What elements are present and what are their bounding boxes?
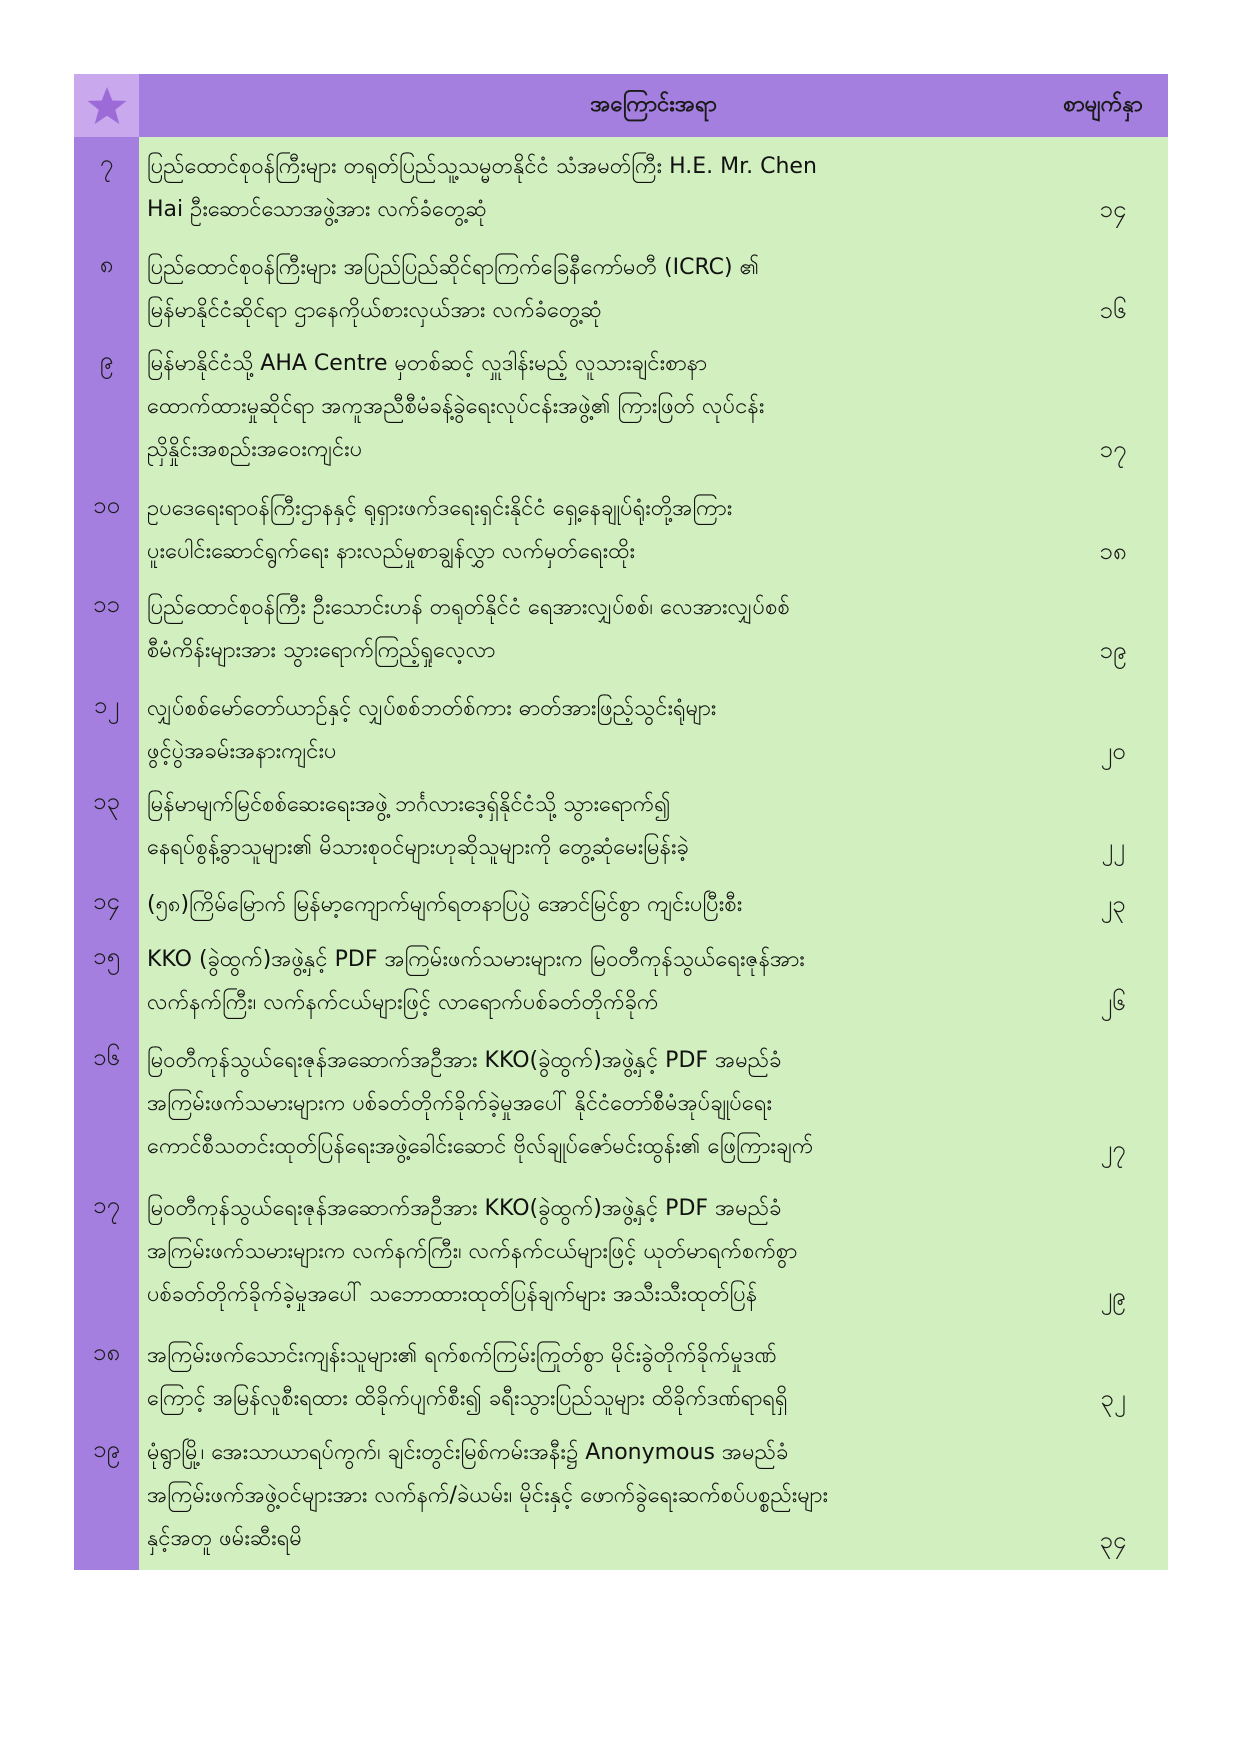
entry-title-line: လက်နက်ကြီး၊ လက်နက်ငယ်များဖြင့် လာရောက်ပစ်ခတ်တိုက်ခိုက် <box>147 990 659 1015</box>
entry-body <box>139 1423 1168 1570</box>
toc-entry[interactable] <box>74 1179 1168 1326</box>
toc-entry[interactable] <box>74 479 1168 578</box>
entry-page-number: ၁၄ <box>1099 195 1127 223</box>
entry-number: ၁၉ <box>74 1423 139 1570</box>
entry-number: ၇ <box>74 137 139 239</box>
toc-entry[interactable] <box>74 137 1168 238</box>
entry-page-number: ၁၉ <box>1099 636 1127 664</box>
toc-entry[interactable] <box>74 1423 1168 1570</box>
entry-title-line: နှင့်အတူ ဖမ်းဆီးရမိ <box>147 1526 302 1551</box>
table-header <box>139 74 1168 137</box>
toc-entry[interactable] <box>74 334 1168 479</box>
entry-body <box>139 238 1168 340</box>
entry-title-line: အကြမ်းဖက်သမားများက လက်နက်ကြီး၊ လက်နက်ငယ်များဖြင့် ယုတ်မာရက်စက်စွာ <box>147 1239 798 1264</box>
entry-title-line: ကောင်စီသတင်းထုတ်ပြန်ရေးအဖွဲ့ခေါင်းဆောင် ဗိုလ်ချုပ်ဇော်မင်းထွန်း၏ ဖြေကြားချက် <box>147 1134 814 1159</box>
entry-body <box>139 875 1168 934</box>
entry-title <box>147 938 1058 1024</box>
entry-title <box>147 487 1058 573</box>
toc-entry[interactable] <box>74 1326 1168 1423</box>
entry-body <box>139 334 1168 479</box>
entry-body <box>139 679 1168 781</box>
entry-number: ၁၂ <box>74 679 139 781</box>
entry-title-line: ဖွင့်ပွဲအခမ်းအနားကျင်းပ <box>147 739 337 764</box>
entry-title-line: မြန်မာနိုင်ငံသို့ AHA Centre မှတစ်ဆင့် လှူဒါန်းမည့် လူသားချင်းစာနာ <box>147 351 708 376</box>
entry-title-line: မြန်မာမျက်မြင်စစ်ဆေးရေးအဖွဲ့ ဘင်္ဂလားဒေ့ရှ်နိုင်ငံသို့ သွားရောက်၍ <box>147 792 671 817</box>
entry-number: ၁၆ <box>74 1031 139 1179</box>
entry-page-number: ၁၈ <box>1099 537 1127 565</box>
entry-number: ၁၁ <box>74 578 139 680</box>
entry-body <box>139 578 1168 680</box>
entry-title-line: ကြောင့် အမြန်လူစီးရထား ထိခိုက်ပျက်စီး၍ ခရီးသွားပြည်သူများ ထိခိုက်ဒဏ်ရာရရှိ <box>147 1386 788 1411</box>
header-corner <box>74 74 139 137</box>
entry-number: ၉ <box>74 334 139 479</box>
entry-page-number: ၂၂ <box>1101 833 1125 861</box>
entry-body <box>139 930 1168 1032</box>
entry-page-number: ၁၆ <box>1099 296 1127 324</box>
entry-title-line: ထောက်ထားမှုဆိုင်ရာ အကူအညီစီမံခန့်ခွဲရေးလုပ်ငန်းအဖွဲ့၏ ကြားဖြတ် လုပ်ငန်း <box>147 394 765 419</box>
entry-body <box>139 775 1168 877</box>
entry-number: ၁၅ <box>74 930 139 1032</box>
toc-entry[interactable] <box>74 238 1168 334</box>
toc-entry[interactable] <box>74 775 1168 875</box>
entry-title <box>147 1039 1058 1171</box>
column-heading-page: စာမျက်နှာ <box>1063 92 1143 117</box>
entry-body <box>139 479 1168 581</box>
entry-number: ၈ <box>74 238 139 340</box>
entry-title-line: မြန်မာနိုင်ငံဆိုင်ရာ ဌာနေကိုယ်စားလှယ်အား လက်ခံတွေ့ဆုံ <box>147 298 602 323</box>
entry-title <box>147 1334 1058 1420</box>
toc-entry[interactable] <box>74 1031 1168 1179</box>
entry-title-line: ပစ်ခတ်တိုက်ခိုက်ခဲ့မှုအပေါ် သဘောထားထုတ်ပြန်ချက်များ အသီးသီးထုတ်ပြန် <box>147 1282 758 1307</box>
toc-entry[interactable] <box>74 679 1168 775</box>
entry-title-line: ညှိနှိုင်းအစည်းအဝေးကျင်းပ <box>147 437 363 462</box>
entry-title-line: Hai ဦးဆောင်သောအဖွဲ့အား လက်ခံတွေ့ဆုံ <box>147 197 487 222</box>
entry-page-number: ၂၉ <box>1100 1282 1126 1310</box>
entry-title-line: လျှပ်စစ်မော်တော်ယာဉ်နှင့် လျှပ်စစ်ဘတ်စ်ကား ဓာတ်အားဖြည့်သွင်းရုံများ <box>147 696 717 721</box>
entry-title-line: ပြည်ထောင်စုဝန်ကြီးများ အပြည်ပြည်ဆိုင်ရာကြက်ခြေနီကော်မတီ (ICRC) ၏ <box>147 255 760 280</box>
toc-entry[interactable] <box>74 578 1168 679</box>
entry-body <box>139 1179 1168 1326</box>
table-of-contents <box>74 74 1168 1682</box>
entry-page-number: ၃၂ <box>1100 1384 1126 1412</box>
entry-title <box>147 246 1058 332</box>
entry-page-number: ၂၃ <box>1100 890 1126 918</box>
entry-page-number: ၁၇ <box>1099 435 1127 463</box>
entry-title-line: KKO (ခွဲထွက်)အဖွဲ့နှင့် PDF အကြမ်းဖက်သမားများက မြဝတီကုန်သွယ်ရေးဇုန်အား <box>147 947 805 972</box>
entry-title-line: အကြမ်းဖက်သောင်းကျန်းသူများ၏ ရက်စက်ကြမ်းကြုတ်စွာ မိုင်းခွဲတိုက်ခိုက်မှုဒဏ် <box>147 1343 777 1368</box>
entry-number: ၁၈ <box>74 1326 139 1428</box>
entry-title-line: မြဝတီကုန်သွယ်ရေးဇုန်အဆောက်အဦအား KKO(ခွဲထွက်)အဖွဲ့နှင့် PDF အမည်ခံ <box>147 1048 782 1073</box>
toc-rows <box>74 137 1168 1682</box>
entry-title-line: ဥပဒေရေးရာဝန်ကြီးဌာနနှင့် ရုရှားဖက်ဒရေးရှင်းနိုင်ငံ ရှေ့နေချုပ်ရုံးတို့အကြား <box>147 496 733 521</box>
entry-title-line: အကြမ်းဖက်အဖွဲ့ဝင်များအား လက်နက်/ခဲယမ်း၊ မိုင်းနှင့် ဖောက်ခွဲရေးဆက်စပ်ပစ္စည်းများ <box>147 1483 829 1508</box>
entry-page-number: ၃၄ <box>1099 1526 1127 1554</box>
entry-title <box>147 1187 1058 1318</box>
star-icon <box>85 84 129 128</box>
entry-number: ၁၇ <box>74 1179 139 1326</box>
entry-page-number: ၂၇ <box>1100 1135 1126 1163</box>
entry-number: ၁၀ <box>74 479 139 581</box>
entry-page-number: ၂၀ <box>1100 737 1126 765</box>
entry-title <box>147 883 1058 926</box>
toc-entry[interactable] <box>74 930 1168 1031</box>
entry-title-line: ပြည်ထောင်စုဝန်ကြီးများ တရုတ်ပြည်သူ့သမ္မတနိုင်ငံ သံအမတ်ကြီး H.E. Mr. Chen <box>147 154 817 179</box>
entry-body <box>139 1326 1168 1428</box>
entry-title <box>147 342 1058 471</box>
entry-page-number: ၂၆ <box>1100 988 1126 1016</box>
entry-title-line: ပြည်ထောင်စုဝန်ကြီး ဦးသောင်းဟန် တရုတ်နိုင်ငံ ရေအားလျှပ်စစ်၊ လေအားလျှပ်စစ် <box>147 595 790 620</box>
entry-number: ၁၄ <box>74 875 139 934</box>
entry-title <box>147 586 1058 672</box>
toc-entry[interactable] <box>74 875 1168 930</box>
entry-title-line: မြဝတီကုန်သွယ်ရေးဇုန်အဆောက်အဦအား KKO(ခွဲထွက်)အဖွဲ့နှင့် PDF အမည်ခံ <box>147 1196 782 1221</box>
entry-number: ၁၃ <box>74 775 139 877</box>
entry-title <box>147 1431 1058 1562</box>
entry-body <box>139 1031 1168 1179</box>
entry-title-line: ပူးပေါင်းဆောင်ရွက်ရေး နားလည်မှုစာချွန်လွှာ လက်မှတ်ရေးထိုး <box>147 539 636 564</box>
entry-title <box>147 145 1058 231</box>
entry-title <box>147 783 1058 869</box>
column-heading-content: အကြောင်းအရာ <box>590 92 717 117</box>
entry-title-line: စီမံကိန်းများအား သွားရောက်ကြည့်ရှုလေ့လာ <box>147 638 496 663</box>
entry-title <box>147 687 1058 773</box>
entry-title-line: (၅၈)ကြိမ်မြောက် မြန်မာ့ကျောက်မျက်ရတနာပြပွဲ အောင်မြင်စွာ ကျင်းပပြီးစီး <box>147 892 743 917</box>
entry-body <box>139 137 1168 239</box>
entry-title-line: အကြမ်းဖက်သမားများက ပစ်ခတ်တိုက်ခိုက်ခဲ့မှုအပေါ် နိုင်ငံတော်စီမံအုပ်ချုပ်ရေး <box>147 1091 773 1116</box>
entry-title-line: နေရပ်စွန့်ခွာသူများ၏ မိသားစုဝင်များဟုဆိုသူများကို တွေ့ဆုံမေးမြန်းခဲ့ <box>147 835 689 860</box>
entry-title-line: မုံရွာမြို့၊ အေးသာယာရပ်ကွက်၊ ချင်းတွင်းမြစ်ကမ်းအနီး၌ Anonymous အမည်ခံ <box>147 1440 789 1465</box>
